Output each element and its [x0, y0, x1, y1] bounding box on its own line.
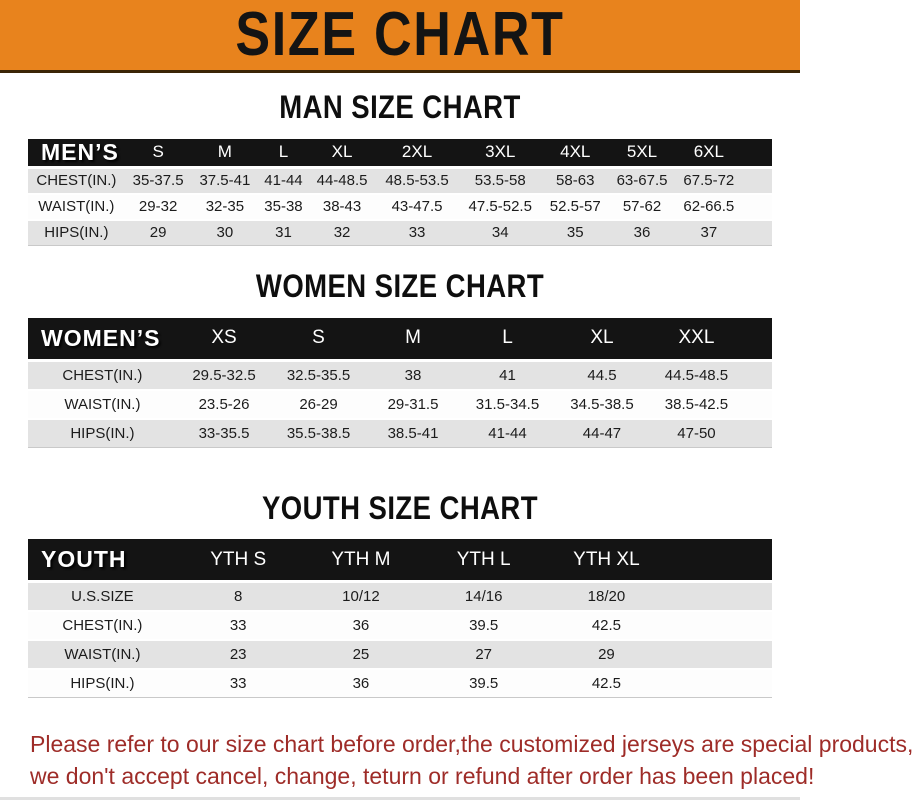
size-column-header: 2XL	[375, 139, 458, 168]
size-row	[28, 669, 772, 698]
size-value-cell: 36	[633, 224, 651, 242]
size-value-cell: 29	[598, 646, 615, 664]
row-filler-cell	[742, 220, 772, 246]
size-value-cell: 36	[352, 675, 370, 693]
table-header	[28, 139, 772, 168]
size-value-cell: 38	[404, 366, 422, 384]
size-value-cell: 10/12	[342, 588, 380, 606]
size-value-cell: 37.5-41	[199, 172, 251, 190]
disclaimer-line-2: we don't accept cancel, change, teturn or refund after order has been placed!	[30, 763, 815, 790]
youth-size-table	[28, 539, 772, 698]
size-column-header: XS	[177, 318, 271, 361]
row-label: CHEST(IN.)	[62, 617, 143, 635]
row-label: WAIST(IN.)	[64, 395, 141, 413]
size-value-cell: 44-48.5	[316, 172, 368, 190]
size-value-cell: 36	[352, 617, 370, 635]
size-value-cell: 29.5-32.5	[192, 366, 256, 384]
row-filler-cell	[742, 194, 772, 220]
table-body	[28, 167, 772, 245]
row-label: CHEST(IN.)	[62, 366, 143, 384]
size-value-cell: 33	[229, 617, 247, 635]
disclaimer	[30, 728, 913, 792]
size-row	[28, 611, 772, 640]
size-value-cell: 35.5-38.5	[286, 424, 351, 442]
size-value-cell: 42.5	[591, 617, 622, 635]
size-value-cell: 32.5-35.5	[286, 366, 351, 384]
size-value-cell: 47.5-52.5	[468, 198, 532, 216]
size-column-header: YTH M	[300, 539, 423, 582]
size-value-cell: 37	[700, 224, 718, 242]
table-header-row	[28, 139, 772, 168]
size-column-header: YTH XL	[545, 539, 668, 582]
row-label: CHEST(IN.)	[36, 172, 117, 190]
size-value-cell: 63-67.5	[616, 172, 668, 190]
size-column-header: M	[192, 139, 259, 168]
mens-section	[0, 89, 800, 246]
row-label: HIPS(IN.)	[44, 224, 109, 242]
size-value-cell: 33	[408, 224, 426, 242]
size-value-cell: 33-35.5	[198, 424, 250, 442]
size-value-cell: 27	[475, 646, 493, 664]
size-value-cell: 53.5-58	[474, 172, 526, 190]
size-value-cell: 26-29	[299, 395, 338, 413]
size-value-cell: 57-62	[622, 198, 662, 216]
womens-section-heading: WOMEN SIZE CHART	[255, 267, 545, 304]
size-value-cell: 14/16	[464, 588, 503, 606]
table-header-row	[28, 318, 772, 361]
size-column-header: L	[258, 139, 308, 168]
size-value-cell: 34	[491, 224, 509, 242]
size-row	[28, 194, 772, 220]
row-filler-cell	[668, 582, 772, 612]
table-corner-label: WOMEN’S	[28, 318, 177, 361]
table-header-row	[28, 539, 772, 582]
size-value-cell: 8	[234, 588, 243, 606]
size-row	[28, 390, 772, 419]
table-header	[28, 539, 772, 582]
size-column-header: YTH S	[177, 539, 300, 582]
size-column-header: S	[271, 318, 365, 361]
size-row	[28, 419, 772, 448]
row-label: WAIST(IN.)	[64, 646, 141, 664]
page-title: SIZE CHART	[235, 0, 565, 69]
size-value-cell: 33	[229, 675, 247, 693]
size-row	[28, 640, 772, 669]
size-column-header: YTH L	[422, 539, 545, 582]
size-value-cell: 32	[333, 224, 351, 242]
table-body	[28, 360, 772, 447]
size-column-header: 3XL	[459, 139, 542, 168]
size-value-cell: 41-44	[264, 172, 303, 190]
size-value-cell: 23	[229, 646, 247, 664]
row-label: HIPS(IN.)	[70, 424, 135, 442]
size-value-cell: 42.5	[591, 675, 622, 693]
table-corner-label: YOUTH	[28, 539, 177, 582]
size-value-cell: 35-38	[264, 198, 303, 216]
mens-size-table	[28, 139, 772, 246]
row-label: WAIST(IN.)	[38, 198, 115, 216]
sections-container	[0, 89, 800, 698]
womens-section	[0, 268, 800, 448]
size-value-cell: 32-35	[205, 198, 245, 216]
row-filler-cell	[668, 669, 772, 698]
size-value-cell: 62-66.5	[683, 198, 735, 216]
size-value-cell: 29	[149, 224, 167, 242]
size-value-cell: 58-63	[556, 172, 595, 190]
row-label: HIPS(IN.)	[70, 675, 135, 693]
disclaimer-line-1: Please refer to our size chart before order,the customized jerseys are special products,	[30, 731, 913, 758]
size-value-cell: 48.5-53.5	[385, 172, 449, 190]
row-filler-cell	[744, 360, 772, 390]
size-value-cell: 43-47.5	[391, 198, 443, 216]
row-filler-cell	[744, 419, 772, 448]
row-filler-cell	[744, 390, 772, 419]
size-value-cell: 41-44	[488, 424, 527, 442]
size-value-cell: 35-37.5	[132, 172, 184, 190]
size-value-cell: 52.5-57	[549, 198, 601, 216]
size-column-header: 5XL	[609, 139, 676, 168]
size-value-cell: 44.5-48.5	[664, 366, 729, 384]
size-row	[28, 220, 772, 246]
header-filler-cell	[742, 139, 772, 168]
size-value-cell: 30	[216, 224, 234, 242]
size-column-header: XXL	[649, 318, 743, 361]
size-value-cell: 47-50	[677, 424, 716, 442]
row-filler-cell	[668, 611, 772, 640]
size-value-cell: 18/20	[587, 588, 626, 606]
youth-section	[0, 490, 800, 699]
size-column-header: 6XL	[675, 139, 742, 168]
mens-section-heading: MAN SIZE CHART	[279, 89, 521, 125]
size-column-header: M	[366, 318, 460, 361]
size-row	[28, 360, 772, 390]
size-column-header: L	[460, 318, 554, 361]
size-row	[28, 582, 772, 612]
size-value-cell: 23.5-26	[198, 395, 250, 413]
size-column-header: S	[125, 139, 192, 168]
size-value-cell: 34.5-38.5	[570, 395, 634, 413]
row-label: U.S.SIZE	[71, 588, 134, 606]
size-column-header: XL	[309, 139, 376, 168]
size-value-cell: 25	[352, 646, 370, 664]
size-value-cell: 39.5	[469, 675, 499, 693]
size-value-cell: 38.5-41	[387, 424, 439, 442]
youth-section-heading: YOUTH SIZE CHART	[262, 489, 538, 526]
womens-size-table	[28, 318, 772, 448]
size-value-cell: 39.5	[469, 617, 499, 635]
header-filler-cell	[668, 539, 772, 582]
table-header	[28, 318, 772, 361]
row-filler-cell	[668, 640, 772, 669]
size-row	[28, 167, 772, 194]
size-value-cell: 35	[566, 224, 584, 242]
table-body	[28, 582, 772, 698]
size-value-cell: 67.5-72	[683, 172, 735, 190]
size-value-cell: 44.5	[587, 366, 617, 384]
size-value-cell: 44-47	[582, 424, 622, 442]
size-value-cell: 29-32	[138, 198, 178, 216]
size-value-cell: 31.5-34.5	[475, 395, 540, 413]
banner	[0, 0, 800, 73]
table-corner-label: MEN’S	[28, 139, 125, 168]
size-column-header: 4XL	[542, 139, 609, 168]
size-value-cell: 29-31.5	[387, 395, 439, 413]
size-value-cell: 38-43	[322, 198, 362, 216]
row-filler-cell	[742, 167, 772, 194]
size-value-cell: 41	[499, 366, 516, 384]
size-column-header: XL	[555, 318, 649, 361]
size-value-cell: 31	[275, 224, 292, 242]
header-filler-cell	[744, 318, 772, 361]
size-value-cell: 38.5-42.5	[664, 395, 729, 413]
